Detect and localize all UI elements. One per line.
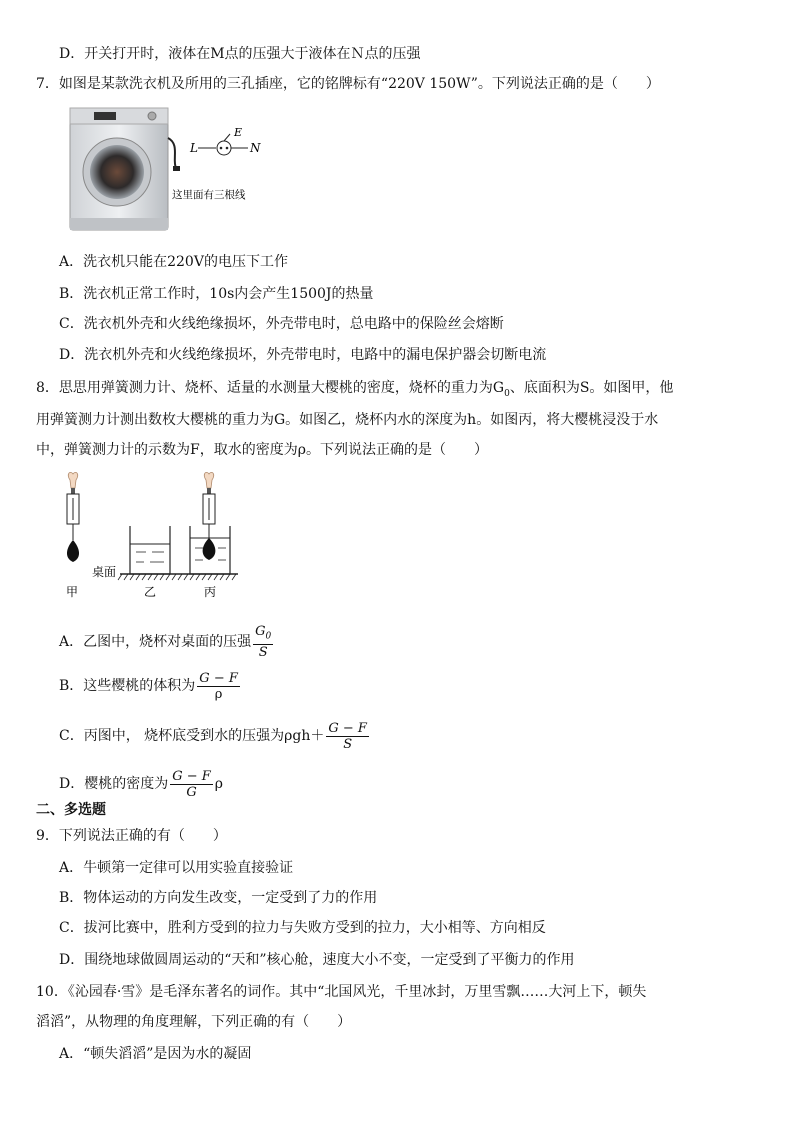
beaker-bing bbox=[190, 472, 230, 574]
q10-stem-line-1: 10．《沁园春·雪》是毛泽东著名的词作。其中“北国风光，千里冰封，万里雪飘……大河上下，顿失 bbox=[36, 984, 647, 1000]
label-yi: 乙 bbox=[144, 585, 157, 599]
q8-stem-line-1: 8．思思用弹簧测力计、烧杯、适量的水测量大樱桃的密度，烧杯的重力为$G_0$、底面积为S。如图甲，他 bbox=[36, 380, 674, 399]
q9-option-d: D．围绕地球做圆周运动的“天和”核心舱，速度大小不变，一定受到了平衡力的作用 bbox=[59, 952, 575, 968]
q7-figure bbox=[68, 104, 268, 232]
beaker-yi bbox=[130, 526, 170, 574]
socket-label-e: E bbox=[234, 126, 243, 139]
q8-stem-line-3: 中，弹簧测力计的示数为F，取水的密度为ρ。下列说法正确的是（ ） bbox=[36, 442, 488, 458]
socket-label-n: N bbox=[250, 141, 261, 155]
q7-stem: 7．如图是某款洗衣机及所用的三孔插座，它的铭牌标有“220V 150W”。下列说法正确的是（ ） bbox=[36, 76, 660, 92]
table-surface bbox=[118, 574, 238, 580]
q7-option-a: A．洗衣机只能在220V的电压下工作 bbox=[59, 254, 288, 270]
fraction-g0-over-s: $\frac{G_0}{S}$ bbox=[255, 623, 272, 661]
section-title-multi-choice: 二、多选题 bbox=[36, 802, 106, 818]
socket-note: 这里面有三根线 bbox=[172, 189, 246, 201]
q9-option-a: A．牛顿第一定律可以用实验直接验证 bbox=[59, 860, 294, 876]
desk-label: 桌面 bbox=[92, 565, 117, 579]
q10-option-a: A．“顿失滔滔”是因为水的凝固 bbox=[59, 1046, 252, 1062]
power-cord bbox=[168, 138, 176, 168]
q8-option-a: A．乙图中，烧杯对桌面的压强 $\frac{G_0}{S}$ bbox=[59, 623, 272, 661]
washing-machine-illustration bbox=[70, 108, 168, 230]
fraction-g-minus-f-over-g: $\frac{G - F}{G}$ bbox=[172, 768, 211, 800]
q10-stem-line-2: 滔滔”，从物理的角度理解，下列正确的有（ ） bbox=[36, 1014, 352, 1030]
q9-option-b: B．物体运动的方向发生改变，一定受到了力的作用 bbox=[59, 890, 378, 906]
socket-label-l: L bbox=[190, 141, 198, 155]
q6-option-d: D．开关打开时，液体在M点的压强大于液体在Ｎ点的压强 bbox=[59, 46, 421, 62]
fraction-g-minus-f-over-rho: $\frac{G - F}{\rho}$ bbox=[199, 670, 238, 702]
q9-stem: 9．下列说法正确的有（ ） bbox=[36, 828, 227, 844]
q7-option-d: D．洗衣机外壳和火线绝缘损坏，外壳带电时，电路中的漏电保护器会切断电流 bbox=[59, 347, 547, 363]
label-jia: 甲 bbox=[66, 585, 79, 599]
q8-figure bbox=[56, 470, 256, 600]
label-bing: 丙 bbox=[204, 585, 217, 599]
spring-scale-jia bbox=[67, 472, 79, 562]
q9-option-c: C．拔河比赛中，胜利方受到的拉力与失败方受到的拉力，大小相等、方向相反 bbox=[59, 920, 546, 936]
q8-stem-line-2: 用弹簧测力计测出数枚大樱桃的重力为G。如图乙，烧杯内水的深度为h。如图丙，将大樱桃浸没于水 bbox=[36, 412, 659, 428]
q7-option-c: C．洗衣机外壳和火线绝缘损坏，外壳带电时，总电路中的保险丝会熔断 bbox=[59, 316, 504, 332]
q8-option-d: D．樱桃的密度为 $\frac{G - F}{G}$ ρ bbox=[59, 768, 224, 800]
fraction-g-minus-f-over-s: $\frac{G - F}{S}$ bbox=[328, 720, 367, 752]
q7-option-b: B．洗衣机正常工作时，10s内会产生1500J的热量 bbox=[59, 286, 374, 302]
q8-option-b: B．这些樱桃的体积为 $\frac{G - F}{\rho}$ bbox=[59, 670, 238, 702]
q8-option-c: C．丙图中， 烧杯底受到水的压强为ρgh＋ $\frac{G - F}{S}$ bbox=[59, 720, 367, 752]
